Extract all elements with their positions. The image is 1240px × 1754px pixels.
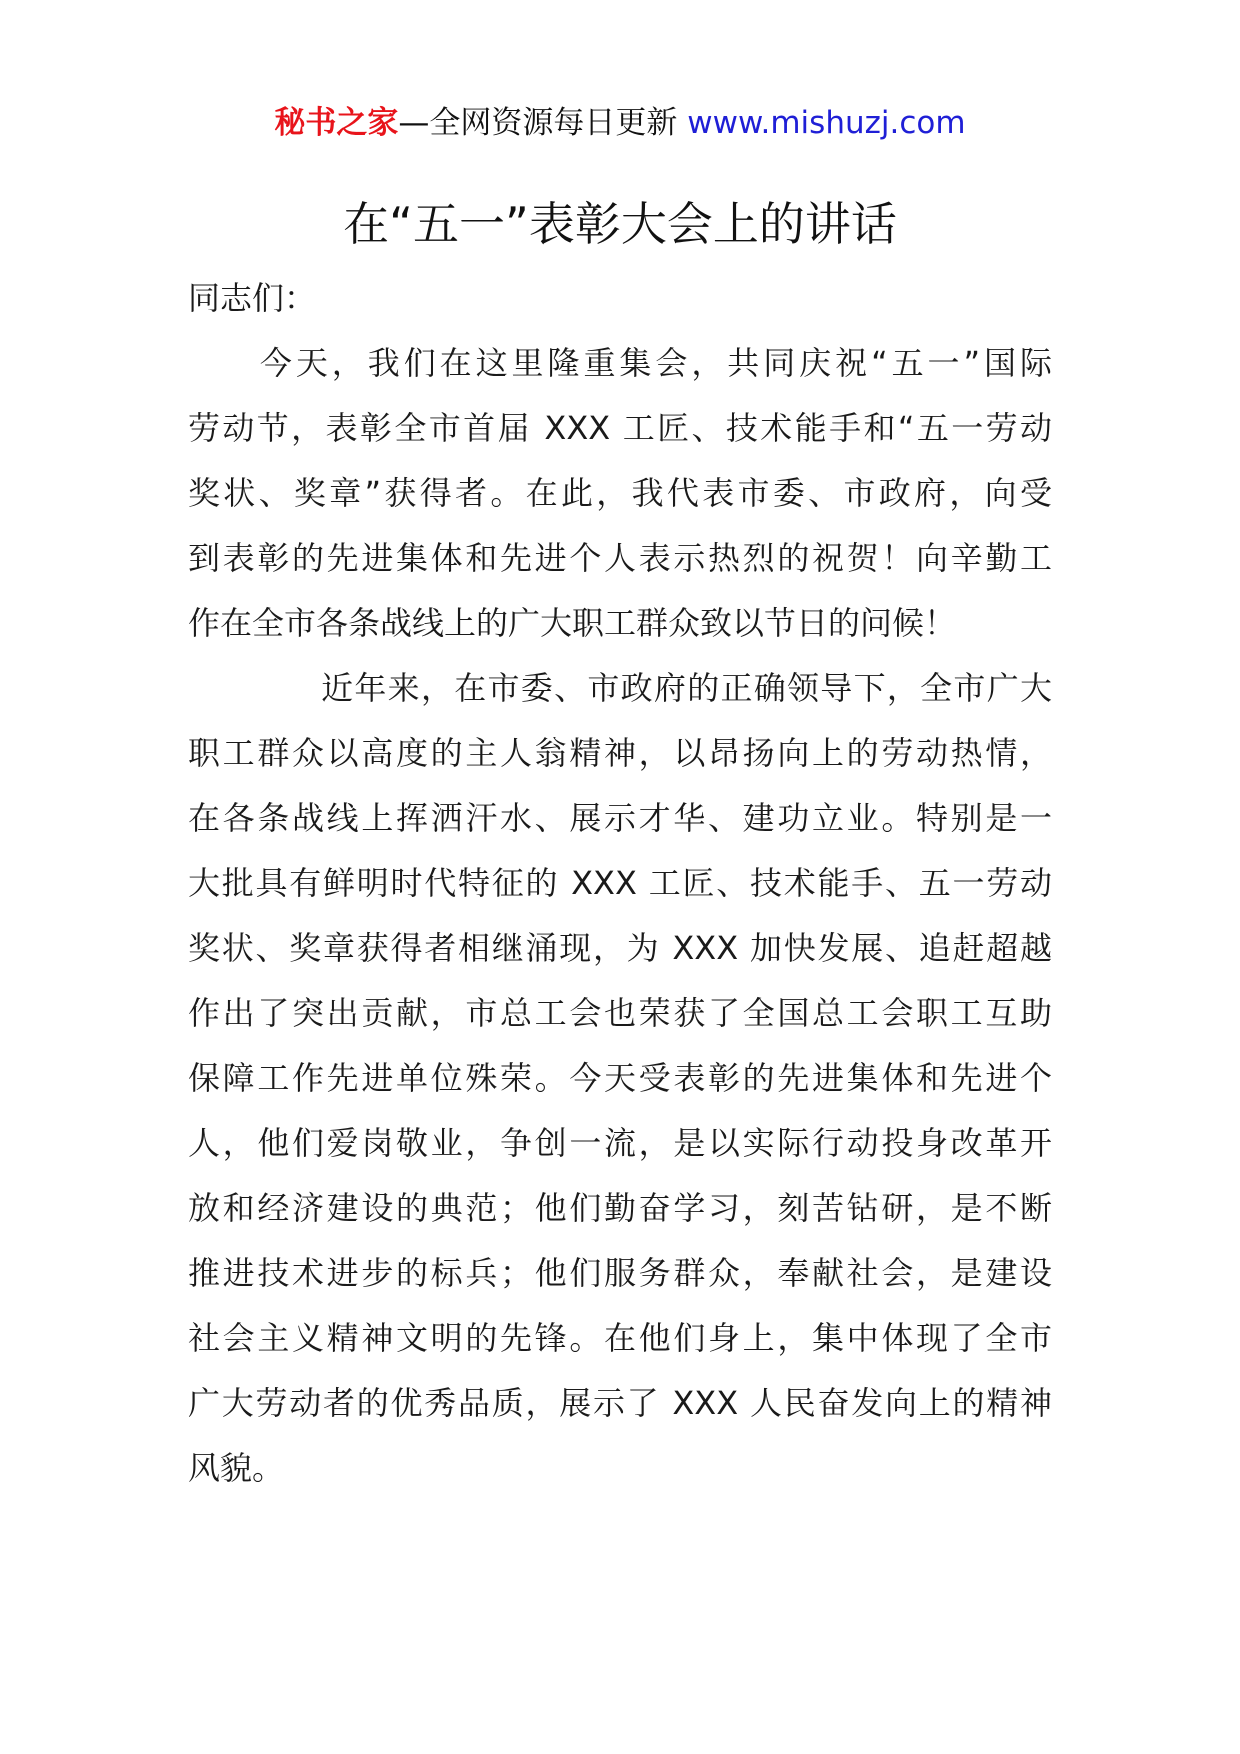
paragraph-2-line: 奖状、奖章获得者相继涌现，为 XXX 加快发展、追赶超越 — [188, 929, 1052, 967]
paragraph-2-line: 近年来，在市委、市政府的正确领导下，全市广大 — [188, 669, 1052, 707]
paragraph-2-line: 风貌。 — [188, 1449, 285, 1487]
paragraph-1-line: 今天，我们在这里隆重集会，共同庆祝“五一”国际 — [188, 344, 1052, 382]
document-body — [188, 266, 1052, 1501]
header-tagline: —全网资源每日更新 — [398, 105, 678, 141]
paragraph-2-line: 推进技术进步的标兵；他们服务群众，奉献社会，是建设 — [188, 1254, 1052, 1292]
paragraph-2-line: 广大劳动者的优秀品质，展示了 XXX 人民奋发向上的精神 — [188, 1384, 1052, 1422]
paragraph-2-line: 作出了突出贡献，市总工会也荣获了全国总工会职工互助 — [188, 994, 1052, 1032]
paragraph-2-line: 社会主义精神文明的先锋。在他们身上，集中体现了全市 — [188, 1319, 1052, 1357]
site-url-link[interactable]: www.mishuzj.com — [687, 105, 966, 141]
paragraph-2-line: 职工群众以高度的主人翁精神，以昂扬向上的劳动热情， — [188, 734, 1052, 772]
paragraph-2-line: 大批具有鲜明时代特征的 XXX 工匠、技术能手、五一劳动 — [188, 864, 1052, 902]
paragraph-1-line: 奖状、奖章”获得者。在此，我代表市委、市政府，向受 — [188, 474, 1052, 512]
paragraph-1-line: 到表彰的先进集体和先进个人表示热烈的祝贺！向辛勤工 — [188, 539, 1052, 577]
document-title: 在“五一”表彰大会上的讲话 — [343, 197, 897, 251]
paragraph-2-line: 放和经济建设的典范；他们勤奋学习，刻苦钻研，是不断 — [188, 1189, 1052, 1227]
paragraph-1-line: 作在全市各条战线上的广大职工群众致以节日的问候！ — [188, 604, 957, 642]
paragraph-1-line: 劳动节，表彰全市首届 XXX 工匠、技术能手和“五一劳动 — [188, 409, 1052, 447]
site-header — [0, 103, 1240, 143]
paragraph-2-line: 人，他们爱岗敬业，争创一流，是以实际行动投身改革开 — [188, 1124, 1052, 1162]
paragraph-2-line: 在各条战线上挥洒汗水、展示才华、建功立业。特别是一 — [188, 799, 1052, 837]
greeting: 同志们： — [188, 279, 317, 317]
brand-name: 秘书之家 — [274, 105, 399, 141]
paragraph-2-line: 保障工作先进单位殊荣。今天受表彰的先进集体和先进个 — [188, 1059, 1052, 1097]
